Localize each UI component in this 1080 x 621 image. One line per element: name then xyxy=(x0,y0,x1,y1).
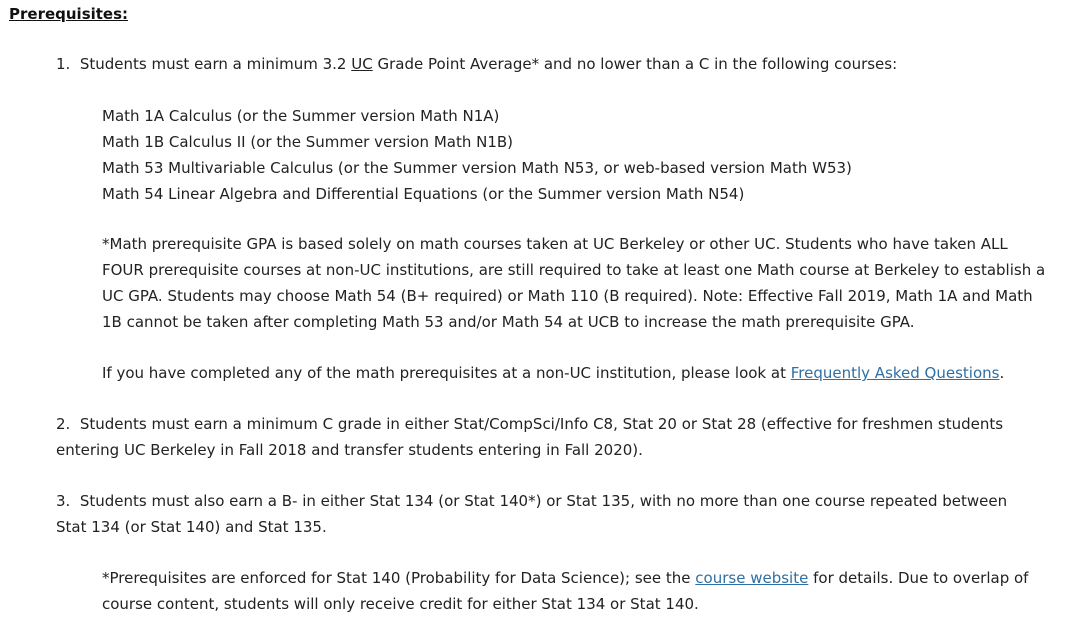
gpa-note-line: *Math prerequisite GPA is based solely on math courses taken at UC Berkeley or other UC. Students who have taken ALL xyxy=(102,235,1008,253)
stat-note-line-2: course content, students will only receive credit for either Stat 134 or Stat 140. xyxy=(102,595,699,613)
faq-period: . xyxy=(999,364,1005,382)
item-1-text-pre: Students must earn a minimum 3.2 xyxy=(79,55,347,73)
uc-abbreviation: UC xyxy=(351,55,373,73)
course-list xyxy=(102,103,852,207)
stat-note-text-post: for details. Due to overlap of xyxy=(813,569,1029,587)
prerequisite-item-2 xyxy=(56,411,1003,463)
stat-note-line-1 xyxy=(102,565,1028,591)
course-item: Math 1B Calculus II (or the Summer version Math N1B) xyxy=(102,133,514,151)
course-website-link[interactable]: course website xyxy=(695,569,809,587)
faq-text: If you have completed any of the math prerequisites at a non-UC institution, please look at xyxy=(102,364,786,382)
prerequisite-item-3 xyxy=(56,488,1007,540)
prerequisite-item-1 xyxy=(56,51,897,77)
faq-paragraph xyxy=(102,360,1004,386)
item-3-line: 3. Students must also earn a B- in either Stat 134 (or Stat 140*) or Stat 135, with no more than one course repeated between xyxy=(56,492,1008,510)
course-item: Math 54 Linear Algebra and Differential Equations (or the Summer version Math N54) xyxy=(102,185,745,203)
faq-link[interactable]: Frequently Asked Questions xyxy=(790,364,1000,382)
item-1-number: 1. xyxy=(56,55,71,73)
gpa-note-line: 1B cannot be taken after completing Math 53 and/or Math 54 at UCB to increase the math prerequisite GPA. xyxy=(102,313,915,331)
item-1-text-post: Grade Point Average* and no lower than a C in the following courses: xyxy=(377,55,898,73)
course-item: Math 53 Multivariable Calculus (or the Summer version Math N53, or web-based version Math W53) xyxy=(102,159,852,177)
item-2-line: entering UC Berkeley in Fall 2018 and transfer students entering in Fall 2020). xyxy=(56,441,643,459)
course-item: Math 1A Calculus (or the Summer version Math N1A) xyxy=(102,107,500,125)
stat-140-note xyxy=(102,565,1028,617)
gpa-note-line: FOUR prerequisite courses at non-UC institutions, are still required to take at least one Math course at Berkeley to establish a xyxy=(102,261,1046,279)
stat-note-text-pre: *Prerequisites are enforced for Stat 140 (Probability for Data Science); see the xyxy=(102,569,691,587)
item-3-line: Stat 134 (or Stat 140) and Stat 135. xyxy=(56,518,327,536)
prerequisites-heading: Prerequisites: xyxy=(9,5,129,23)
gpa-note-line: UC GPA. Students may choose Math 54 (B+ required) or Math 110 (B required). Note: Effective Fall 2019, Math 1A and Math xyxy=(102,287,1033,305)
gpa-note xyxy=(102,231,1045,335)
item-2-line: 2. Students must earn a minimum C grade in either Stat/CompSci/Info C8, Stat 20 or Stat 28 (effective for freshmen students xyxy=(56,415,1004,433)
